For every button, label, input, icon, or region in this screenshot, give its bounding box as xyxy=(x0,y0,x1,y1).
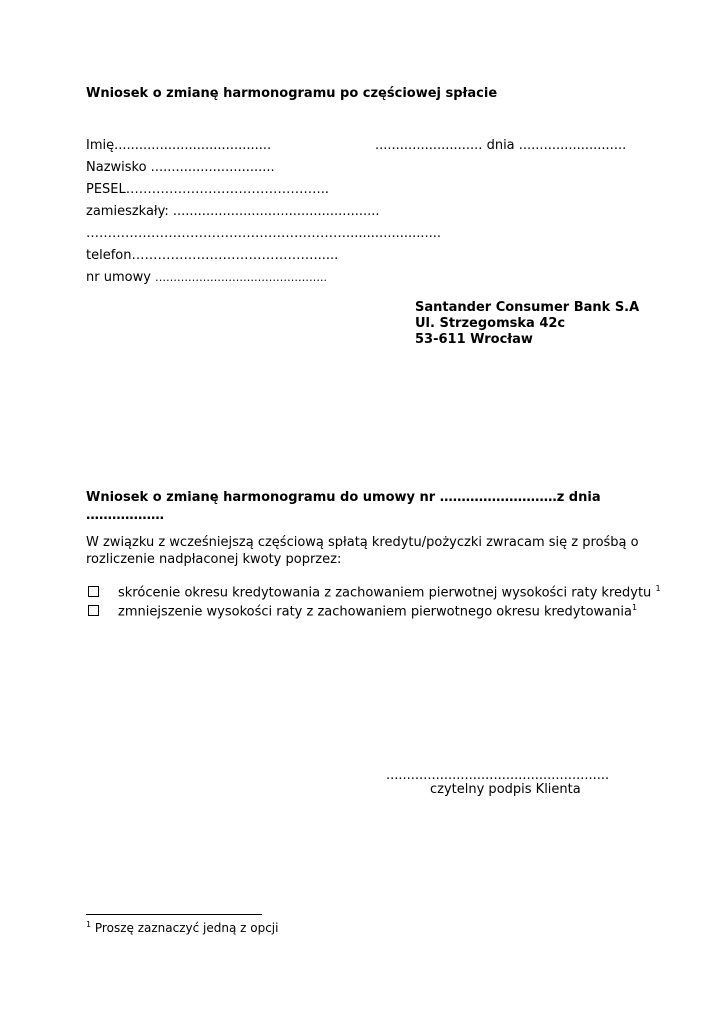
field-imie: Imię...................................... xyxy=(86,138,272,153)
request-heading xyxy=(86,489,601,525)
footnote-ref-icon: 1 xyxy=(631,603,638,612)
request-paragraph xyxy=(86,534,639,568)
field-pesel: PESEL……………………………………….. xyxy=(86,182,330,197)
field-nr-umowy xyxy=(86,270,327,285)
nr-umowy-label: nr umowy xyxy=(86,270,156,285)
field-telefon: telefon……………………………………...... xyxy=(86,248,339,263)
field-place-date: .......................... dnia .......................... xyxy=(375,138,627,153)
footnote-text: Proszę zaznaczyć jedną z opcji xyxy=(91,921,279,935)
field-zamieszkaly: zamieszkały: .................................................. xyxy=(86,204,380,219)
paragraph-line2: rozliczenie nadpłaconej kwoty poprzez: xyxy=(86,552,342,567)
field-address-line2: ……………………………………………………....................... xyxy=(86,226,442,241)
footnote-divider xyxy=(86,914,262,915)
footnote xyxy=(86,920,278,935)
recipient-address xyxy=(415,300,639,348)
recipient-street: Ul. Strzegomska 42c xyxy=(415,316,566,331)
request-heading-line2: ……………… xyxy=(86,508,164,523)
signature-label: czytelny podpis Klienta xyxy=(430,782,581,797)
field-nazwisko: Nazwisko .............................. xyxy=(86,160,275,175)
option-reduce-installment-label: zmniejszenie wysokości raty z zachowaniem pierwotnego okresu kredytowania$^1$ xyxy=(118,603,638,620)
signature-line: ...................................................... xyxy=(386,768,610,783)
option-shorten-term[interactable] xyxy=(88,584,661,601)
recipient-city: 53-611 Wrocław xyxy=(415,332,533,347)
paragraph-line1: W związku z wcześniejszą częściową spłatą kredytu/pożyczki zwracam się z prośbą o xyxy=(86,535,639,550)
option-reduce-installment[interactable] xyxy=(88,603,638,620)
checkbox-shorten-term[interactable] xyxy=(88,586,99,597)
request-heading-line1: Wniosek o zmianę harmonogramu do umowy nr ………………………z dnia xyxy=(86,490,601,505)
footnote-ref-icon: 1 xyxy=(655,584,661,593)
footnote-mark: 1 xyxy=(86,920,92,929)
document-title: Wniosek o zmianę harmonogramu po częściowej spłacie xyxy=(86,86,498,101)
checkbox-reduce-installment[interactable] xyxy=(88,605,99,616)
nr-umowy-dots: ……………………………………….. xyxy=(155,271,328,284)
option-shorten-term-label: skrócenie okresu kredytowania z zachowaniem pierwotnej wysokości raty kredytu $^1$ xyxy=(118,584,661,601)
recipient-name: Santander Consumer Bank S.A xyxy=(415,300,640,315)
